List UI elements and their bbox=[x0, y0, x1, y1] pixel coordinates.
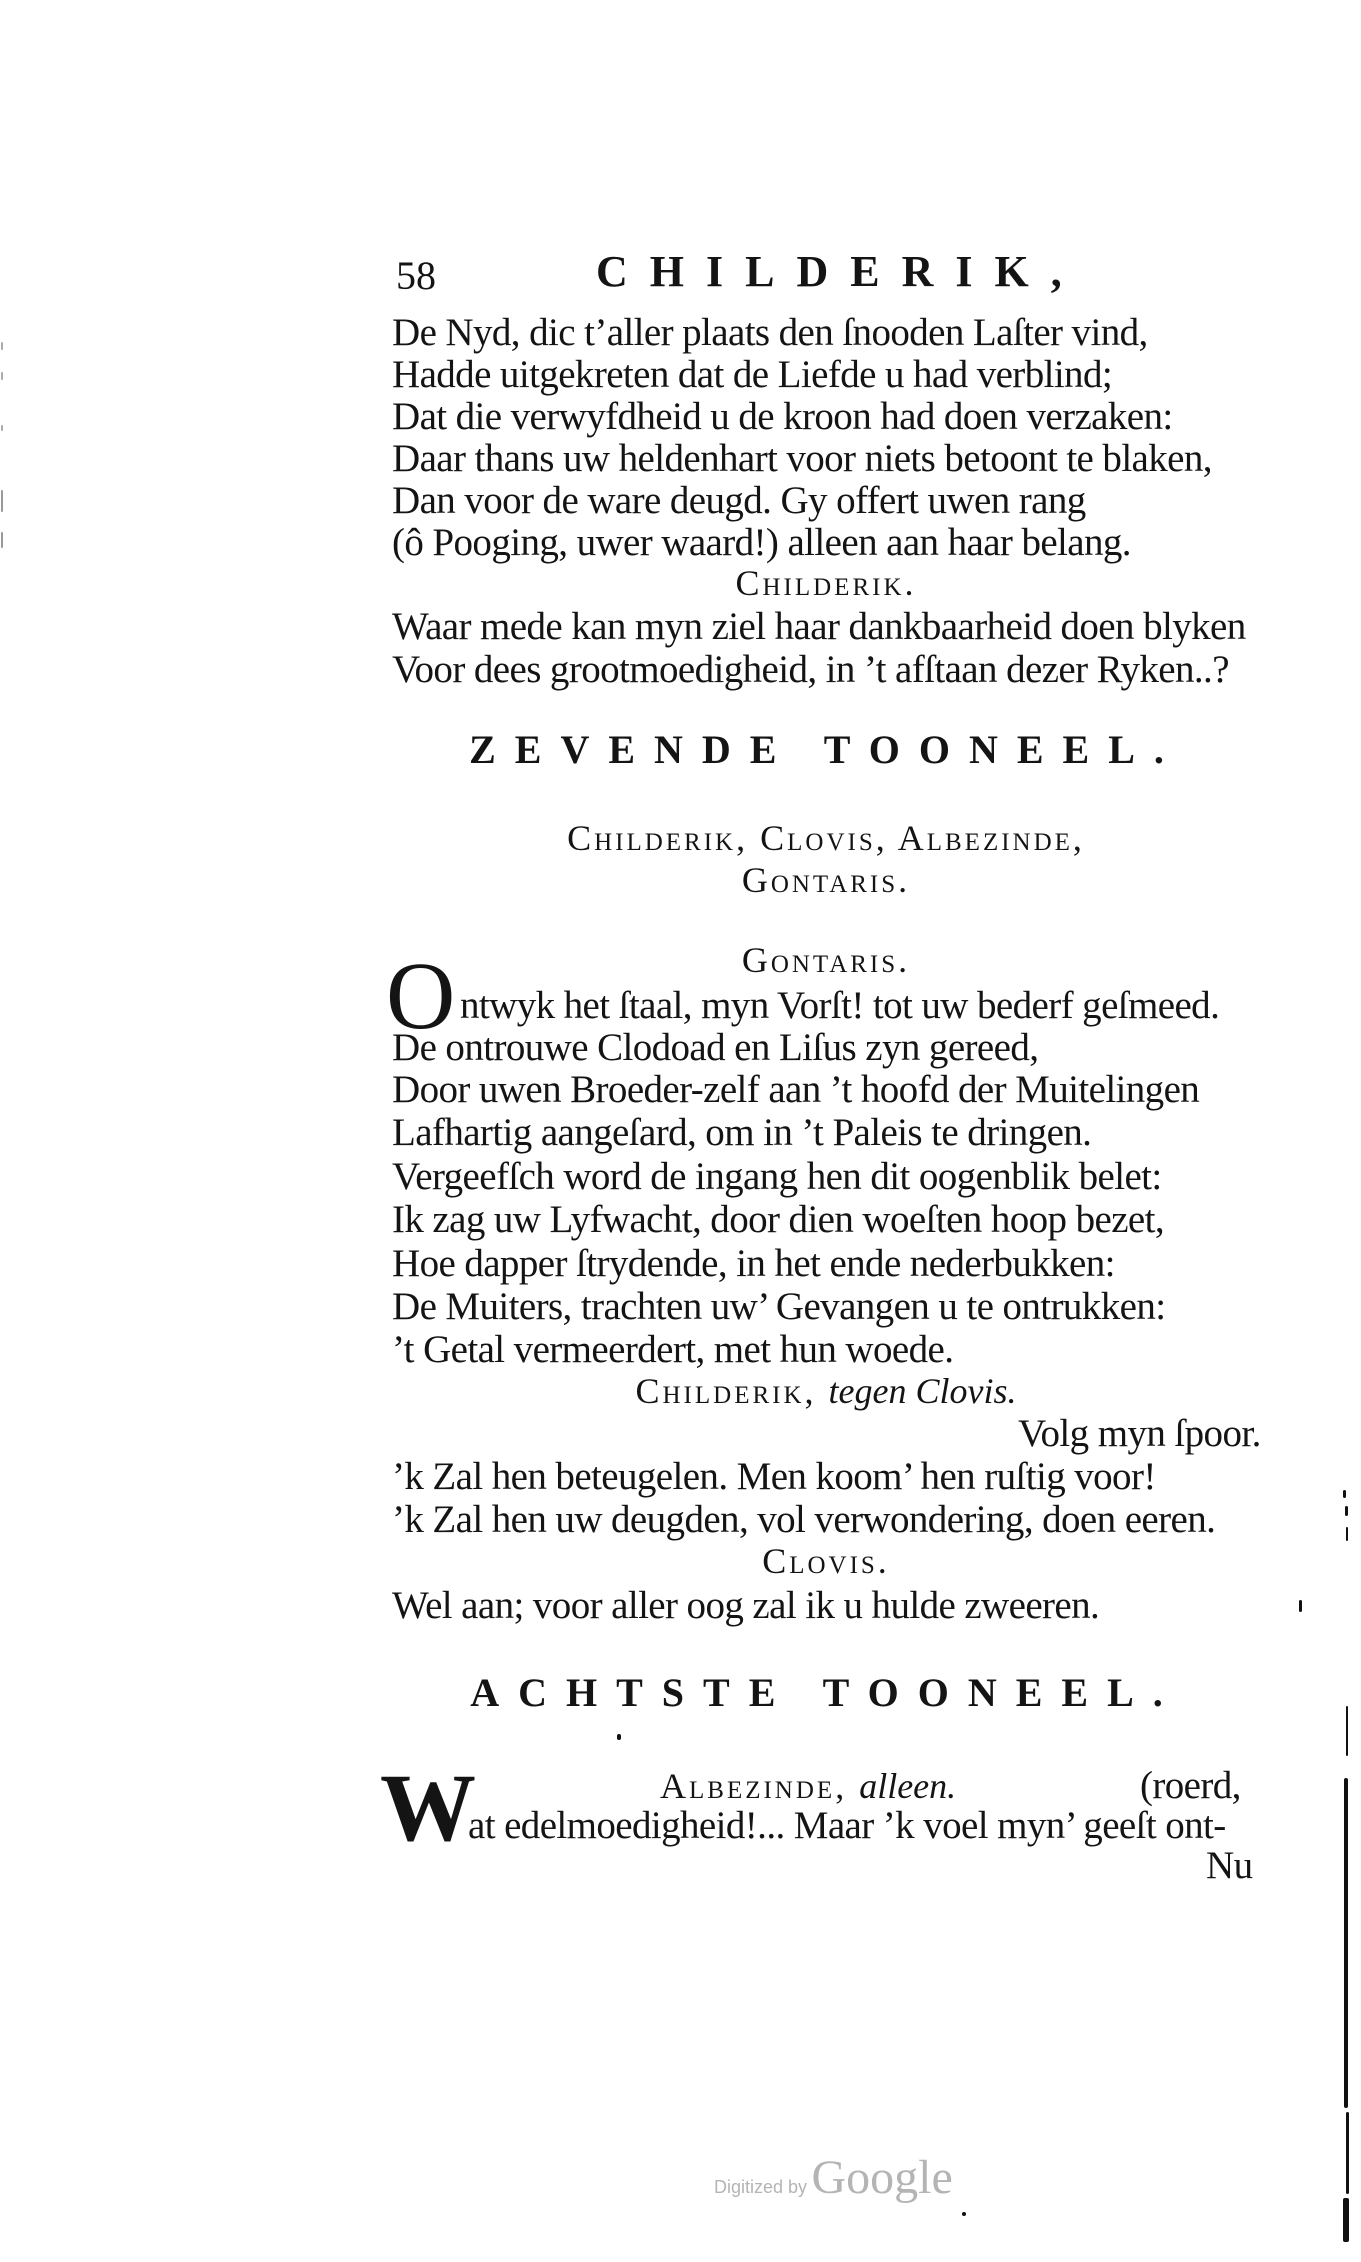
scan-edge-mark bbox=[1346, 1706, 1348, 1756]
scan-edge-mark bbox=[1, 425, 3, 431]
scan-edge-mark bbox=[1343, 2198, 1349, 2242]
scan-edge-mark bbox=[1299, 1600, 1302, 1612]
cast-list: Childerik, Clovis, Albezinde, bbox=[567, 818, 1085, 858]
google-logo-text: Google bbox=[811, 2151, 953, 2204]
page-number: 58 bbox=[396, 253, 436, 298]
scan-edge-mark bbox=[1343, 1490, 1346, 1498]
digitized-by-google-watermark bbox=[714, 2150, 953, 2205]
speaker-name: Gontaris. bbox=[741, 940, 911, 980]
verse-line: ntwyk het ſtaal, myn Vorſt! tot uw bederf geſmeed. bbox=[460, 984, 1220, 1027]
verse-line: Hoe dapper ſtrydende, in het ende nederbukken: bbox=[392, 1242, 1115, 1285]
scan-edge-mark bbox=[1346, 1527, 1348, 1541]
verse-line: ’k Zal hen beteugelen. Men koom’ hen ruſtig voor! bbox=[392, 1455, 1156, 1498]
watermark-prefix: Digitized by bbox=[714, 2177, 808, 2197]
verse-line: Voor dees grootmoedigheid, in ’t afſtaan dezer Ryken..? bbox=[392, 648, 1229, 691]
stage-direction: tegen Clovis. bbox=[828, 1371, 1017, 1411]
verse-line: Lafhartig aangeſard, om in ’t Paleis te dringen. bbox=[392, 1111, 1092, 1154]
verse-line: ’k Zal hen uw deugden, vol verwondering, doen eeren. bbox=[392, 1498, 1216, 1541]
verse-line: Waar mede kan myn ziel haar dankbaarheid doen blyken bbox=[392, 605, 1246, 648]
verse-line: Dan voor de ware deugd. Gy offert uwen rang bbox=[392, 479, 1086, 522]
speaker-name: Clovis. bbox=[762, 1541, 890, 1581]
verse-line: at edelmoedigheid!... Maar ’k voel myn’ geeſt ont- bbox=[468, 1804, 1226, 1847]
stage-direction: alleen. bbox=[859, 1766, 957, 1806]
verse-line: Volg myn ſpoor. bbox=[1018, 1412, 1261, 1455]
verse-line: ’t Getal vermeerdert, met hun woede. bbox=[392, 1328, 954, 1371]
speaker-label: Albezinde, bbox=[660, 1766, 848, 1806]
turnover-line: (roerd, bbox=[1140, 1764, 1241, 1807]
verse-line: De Muiters, trachten uw’ Gevangen u te ontrukken: bbox=[392, 1285, 1166, 1328]
ink-speck bbox=[962, 2212, 966, 2216]
verse-line: Wel aan; voor aller oog zal ik u hulde zweeren. bbox=[392, 1584, 1100, 1627]
scene-title: ACHTSTE TOONEEL. bbox=[470, 1670, 1182, 1715]
speaker-name bbox=[390, 1373, 1262, 1409]
verse-line: De Nyd, dic t’aller plaats den ſnooden Laſter vind, bbox=[392, 311, 1148, 354]
scan-edge-mark bbox=[1, 342, 3, 350]
drop-cap: W bbox=[380, 1754, 476, 1861]
drop-cap: O bbox=[386, 942, 456, 1049]
scene-title: ZEVENDE TOONEEL. bbox=[469, 727, 1183, 772]
verse-line: De ontrouwe Clodoad en Liſus zyn gereed, bbox=[392, 1026, 1039, 1069]
catchword: Nu bbox=[1206, 1844, 1253, 1887]
cast-list: Gontaris. bbox=[741, 860, 911, 900]
verse-line: Vergeefſch word de ingang hen dit oogenblik belet: bbox=[392, 1155, 1162, 1198]
running-title: CHILDERIK, bbox=[596, 247, 1084, 296]
verse-line: Dat die verwyfdheid u de kroon had doen verzaken: bbox=[392, 395, 1173, 438]
scan-edge-mark bbox=[1344, 1778, 1348, 2108]
scan-edge-mark bbox=[1, 372, 3, 380]
ink-speck bbox=[617, 1734, 621, 1740]
scan-edge-mark bbox=[1346, 2112, 1349, 2194]
speaker-name: Childerik. bbox=[735, 563, 917, 603]
speaker-label: Childerik, bbox=[635, 1371, 817, 1411]
verse-line: Door uwen Broeder-zelf aan ’t hoofd der Muitelingen bbox=[392, 1068, 1200, 1111]
scan-edge-mark bbox=[1345, 1506, 1348, 1516]
verse-line: (ô Pooging, uwer waard!) alleen aan haar belang. bbox=[392, 521, 1131, 564]
verse-line: Daar thans uw heldenhart voor niets betoont te blaken, bbox=[392, 437, 1212, 480]
verse-line: Ik zag uw Lyfwacht, door dien woeſten hoop bezet, bbox=[392, 1198, 1165, 1241]
speaker-name bbox=[660, 1768, 956, 1804]
scan-edge-mark bbox=[1, 532, 3, 548]
scan-edge-mark bbox=[1, 490, 3, 512]
verse-line: Hadde uitgekreten dat de Liefde u had verblind; bbox=[392, 353, 1113, 396]
